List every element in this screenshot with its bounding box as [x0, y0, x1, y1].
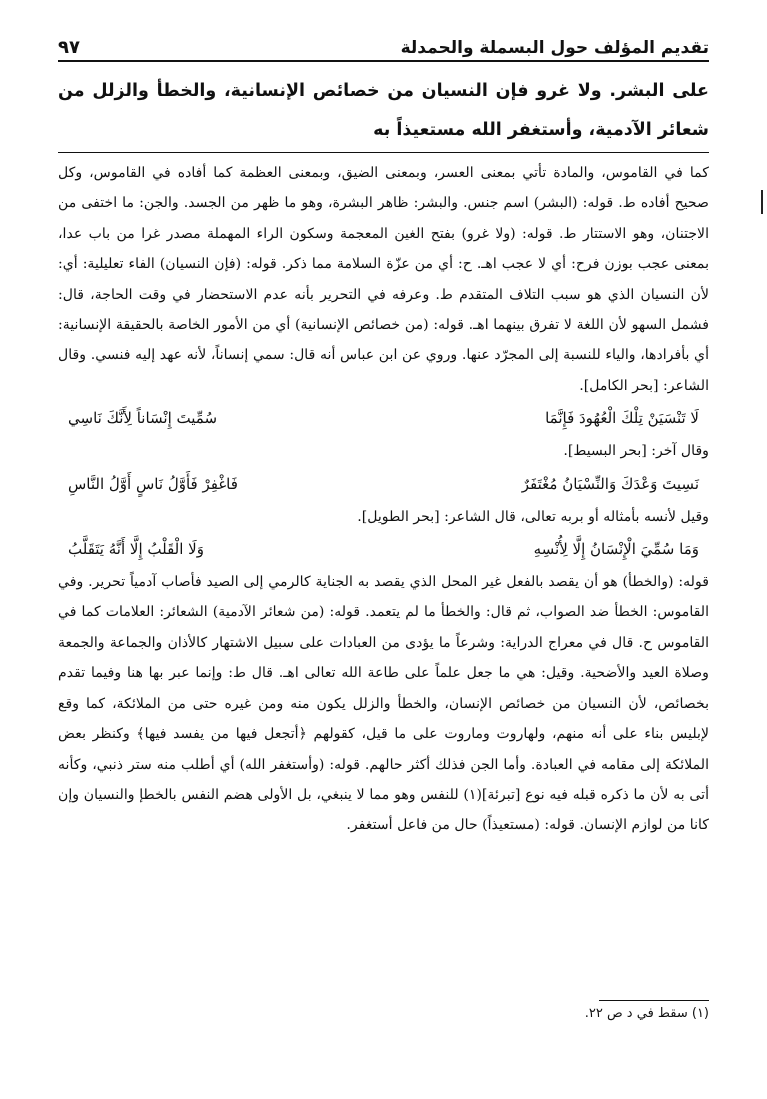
verse-hemistich: نَسِيتَ وَعْدَكَ وَالنِّسْيَانُ مُغْتَفَرٌ [521, 474, 699, 493]
verse-line [58, 532, 709, 567]
matn-separator [58, 152, 709, 153]
verse-hemistich: وَمَا سُمِّيَ الْإِنْسَانُ إِلَّا لِأُنْسِهِ [533, 540, 699, 559]
running-header [58, 32, 709, 58]
margin-mark [761, 190, 763, 214]
page-number: ٩٧ [58, 37, 80, 58]
header-rule [58, 60, 709, 62]
commentary-paragraph: كما في القاموس، والمادة تأتي بمعنى العسر، وبمعنى الضيق، وبمعنى العظمة كما أفاده في القاموس، وكل صحيح أفاده ط. قوله: (البشر) اسم جنس. والبشر: ظاهر البشرة، وهو ما ظهر من الجسد. والجن: ما اختفى من الاجتنان، وهو الاستتار ط. قوله: (ولا غرو) بفتح الغين المعجمة وسكون الراء المهملة مصدر غرا من باب عدا، بمعنى عجب بوزن فرح: أي لا عجب اهـ. ح: أي من عزّة السلامة مما ذكر. قوله: (فإن النسيان) الفاء تعليلية: أي: لأن النسيان الذي هو سبب التلاف المتقدم ط. وعرفه في التحرير بأنه عدم الاستحضار في وقت الحاجة، قال: فشمل السهو لأن اللغة لا تفرق بينهما اهـ. قوله: (من خصائص الإنسانية) أي من الأمور الخاصة بالحقيقة الإنسانية: أي بأفرادها، والياء للنسبة إلى المجرّد عنها. وروي عن ابن عباس أنه قال: سمي إنساناً، لأنه عهد إليه فنسي. وقال الشاعر: [بحر الكامل]. [58, 165, 709, 394]
commentary-paragraph: وقال آخر: [بحر البسيط]. [563, 443, 709, 460]
verse-line [58, 401, 709, 436]
commentary-paragraph: قوله: (والخطأ) هو أن يقصد بالفعل غير المحل الذي يقصد به الجناية كالرمي إلى الصيد فأصاب آدمياً تحرير. وفي القاموس: الخطأ ضد الصواب، ثم قال: والخطأ ما لم يتعمد. قوله: (من شعائر الآدمية) الشعائر: العلامات كما في القاموس ح. قال في معراج الدراية: وشرعاً ما يؤدى من العبادات على سبيل الاشتهار كالأذان والجماعة والجمعة وصلاة العيد والأضحية. وقيل: هي ما جعل علماً على طاعة الله تعالى اهـ. قال ط: وإنما عبر بها هنا وفيما تقدم بخصائص، لأن النسيان من خصائص الإنسان، والخطأ والزلل يكون منه ومن غيره حتى من الملائكة، كما وقع لإبليس بناء على أنه منهم، ولهاروت وماروت على ما قيل، كقولهم ﴿أتجعل فيها من يفسد فيها﴾ وكنظر بعض الملائكة إلى مقامه في العبادة. وأما الجن فذلك أكثر حالهم. قوله: (وأستغفر الله) أي أطلب منه ستر ذنبي، وكأنه أتى به لأن ما ذكره قبله فيه نوع [تبرئة](١) للنفس وهو مما لا ينبغي، بل الأولى هضم النفس بالخطإ والنسيان وإن كانا من لوازم الإنسان. قوله: (مستعيذاً) حال من فاعل أستغفر. [58, 574, 709, 834]
verse-line [58, 467, 709, 502]
verse-hemistich: سُمِّيتَ إِنْسَاناً لِأَنَّكَ نَاسِي [68, 409, 218, 428]
main-text: على البشر. ولا غرو فإن النسيان من خصائص الإنسانية، والخطأ والزلل من شعائر الآدمية، وأستغفر الله مستعيذاً به [58, 81, 709, 140]
verse-hemistich: لَا تَنْسَيَنْ تِلْكَ الْعُهُودَ فَإِنَّمَا [545, 409, 699, 428]
commentary-paragraph: وقيل لأنسه بأمثاله أو بربه تعالى، قال الشاعر: [بحر الطويل]. [357, 508, 709, 525]
verse-hemistich: وَلَا الْقَلْبُ إِلَّا أَنَّهُ يَتَقَلَّبُ [68, 540, 204, 559]
footnote: (١) سقط في د ص ٢٢. [584, 1006, 709, 1021]
commentary [58, 158, 709, 841]
verse-hemistich: فَاغْفِرْ فَأَوَّلُ نَاسٍ أَوَّلُ النَّاسِ [68, 474, 238, 493]
chapter-title: تقديم المؤلف حول البسملة والحمدلة [400, 38, 709, 58]
footnote-rule [599, 1000, 709, 1001]
